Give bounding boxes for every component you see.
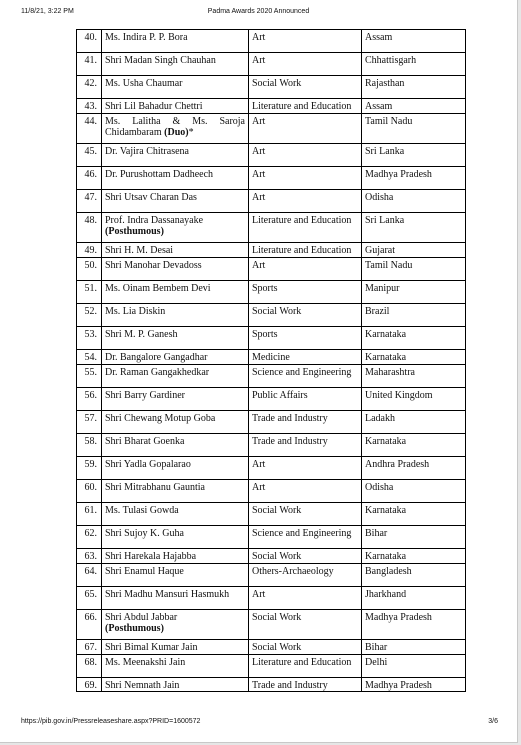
- row-number: 43.: [77, 99, 102, 114]
- award-field: Art: [249, 190, 362, 213]
- row-number: 65.: [77, 587, 102, 610]
- awardee-state: Delhi: [362, 655, 466, 678]
- awardee-name: Ms. Meenakshi Jain: [102, 655, 249, 678]
- awardee-name: Dr. Raman Gangakhedkar: [102, 365, 249, 388]
- row-number: 57.: [77, 411, 102, 434]
- row-number: 40.: [77, 30, 102, 53]
- awardee-state: Madhya Pradesh: [362, 678, 466, 692]
- awardee-name: Ms. Tulasi Gowda: [102, 503, 249, 526]
- table-row: [77, 281, 466, 304]
- table-row: [77, 30, 466, 53]
- award-field: Social Work: [249, 304, 362, 327]
- row-number: 47.: [77, 190, 102, 213]
- table-row: [77, 503, 466, 526]
- row-number: 41.: [77, 53, 102, 76]
- table-row: [77, 213, 466, 243]
- awardee-state: Assam: [362, 30, 466, 53]
- award-field: Social Work: [249, 610, 362, 640]
- awardee-name: Ms. Usha Chaumar: [102, 76, 249, 99]
- row-number: 64.: [77, 564, 102, 587]
- awardee-state: Rajasthan: [362, 76, 466, 99]
- award-field: Trade and Industry: [249, 678, 362, 692]
- row-number: 61.: [77, 503, 102, 526]
- awardee-name: Shri Enamul Haque: [102, 564, 249, 587]
- awardee-state: Bihar: [362, 526, 466, 549]
- awardee-name: Shri Madhu Mansuri Hasmukh: [102, 587, 249, 610]
- awardee-name: Shri Harekala Hajabba: [102, 549, 249, 564]
- table-row: [77, 114, 466, 144]
- awardee-name: Shri Mitrabhanu Gauntia: [102, 480, 249, 503]
- row-number: 66.: [77, 610, 102, 640]
- awardee-name: Dr. Purushottam Dadheech: [102, 167, 249, 190]
- award-field: Sports: [249, 327, 362, 350]
- award-field: Social Work: [249, 549, 362, 564]
- row-number: 69.: [77, 678, 102, 692]
- row-number: 44.: [77, 114, 102, 144]
- awardee-state: Madhya Pradesh: [362, 610, 466, 640]
- award-field: Art: [249, 587, 362, 610]
- awardee-name: Shri H. M. Desai: [102, 243, 249, 258]
- awardee-state: Maharashtra: [362, 365, 466, 388]
- awardee-state: Sri Lanka: [362, 144, 466, 167]
- awardee-state: Karnataka: [362, 434, 466, 457]
- awardee-name: [102, 610, 249, 640]
- table-row: [77, 365, 466, 388]
- awardee-state: Andhra Pradesh: [362, 457, 466, 480]
- table-row: [77, 480, 466, 503]
- award-field: Literature and Education: [249, 99, 362, 114]
- table-row: [77, 526, 466, 549]
- table-row: [77, 243, 466, 258]
- row-number: 59.: [77, 457, 102, 480]
- awardee-state: Odisha: [362, 190, 466, 213]
- awardee-name: Shri Bharat Goenka: [102, 434, 249, 457]
- awardee-name: [102, 114, 249, 144]
- award-field: Trade and Industry: [249, 411, 362, 434]
- row-number: 50.: [77, 258, 102, 281]
- award-field: Art: [249, 53, 362, 76]
- table-row: [77, 434, 466, 457]
- awardee-state: Brazil: [362, 304, 466, 327]
- row-number: 45.: [77, 144, 102, 167]
- print-datetime: 11/8/21, 3:22 PM: [21, 8, 74, 15]
- award-field: Science and Engineering: [249, 365, 362, 388]
- awardee-state: Bihar: [362, 640, 466, 655]
- table-row: [77, 167, 466, 190]
- awardee-state: Karnataka: [362, 350, 466, 365]
- awardee-name: Shri Lil Bahadur Chettri: [102, 99, 249, 114]
- award-field: Science and Engineering: [249, 526, 362, 549]
- table-row: [77, 144, 466, 167]
- awardee-state: United Kingdom: [362, 388, 466, 411]
- row-number: 67.: [77, 640, 102, 655]
- row-number: 68.: [77, 655, 102, 678]
- awardee-name: Shri Sujoy K. Guha: [102, 526, 249, 549]
- awardee-name: Shri Madan Singh Chauhan: [102, 53, 249, 76]
- table-row: [77, 388, 466, 411]
- awardee-state: Karnataka: [362, 503, 466, 526]
- awardee-state: Odisha: [362, 480, 466, 503]
- awardee-name: Shri M. P. Ganesh: [102, 327, 249, 350]
- row-number: 56.: [77, 388, 102, 411]
- table-row: [77, 457, 466, 480]
- table-row: [77, 327, 466, 350]
- table-row: [77, 655, 466, 678]
- awardee-name-text: Shri Abdul Jabbar: [105, 612, 178, 623]
- award-field: Trade and Industry: [249, 434, 362, 457]
- table-row: [77, 99, 466, 114]
- award-field: Social Work: [249, 76, 362, 99]
- row-number: 55.: [77, 365, 102, 388]
- awardee-name: Ms. Oinam Bembem Devi: [102, 281, 249, 304]
- awards-table: [76, 29, 466, 692]
- page-url: https://pib.gov.in/Pressreleaseshare.aspx?PRID=1600572: [21, 718, 201, 725]
- awardee-name: Ms. Indira P. P. Bora: [102, 30, 249, 53]
- award-field: Literature and Education: [249, 213, 362, 243]
- award-field: Art: [249, 114, 362, 144]
- awardee-state: Gujarat: [362, 243, 466, 258]
- awardee-state: Manipur: [362, 281, 466, 304]
- awardee-state: Madhya Pradesh: [362, 167, 466, 190]
- table-row: [77, 640, 466, 655]
- award-field: Social Work: [249, 640, 362, 655]
- awardee-state: Assam: [362, 99, 466, 114]
- row-number: 46.: [77, 167, 102, 190]
- awardee-state: Karnataka: [362, 327, 466, 350]
- page-number: 3/6: [488, 718, 498, 725]
- award-field: Art: [249, 144, 362, 167]
- table-row: [77, 564, 466, 587]
- award-field: Art: [249, 480, 362, 503]
- awardee-state: Tamil Nadu: [362, 258, 466, 281]
- awardee-name: Dr. Bangalore Gangadhar: [102, 350, 249, 365]
- awardee-name: [102, 213, 249, 243]
- awardee-name: Shri Yadla Gopalarao: [102, 457, 249, 480]
- row-number: 52.: [77, 304, 102, 327]
- row-number: 48.: [77, 213, 102, 243]
- awardee-name: Ms. Lia Diskin: [102, 304, 249, 327]
- duo-note: (Duo): [164, 127, 189, 138]
- table-row: [77, 258, 466, 281]
- page-title: Padma Awards 2020 Announced: [207, 8, 310, 15]
- awardee-name: Shri Bimal Kumar Jain: [102, 640, 249, 655]
- row-number: 49.: [77, 243, 102, 258]
- table-row: [77, 304, 466, 327]
- awardee-state: Bangladesh: [362, 564, 466, 587]
- row-number: 58.: [77, 434, 102, 457]
- table-row: [77, 76, 466, 99]
- table-row: [77, 53, 466, 76]
- posthumous-note: (Posthumous): [105, 226, 164, 237]
- row-number: 63.: [77, 549, 102, 564]
- table-row: [77, 190, 466, 213]
- award-field: Public Affairs: [249, 388, 362, 411]
- award-field: Art: [249, 457, 362, 480]
- awardee-name: Shri Nemnath Jain: [102, 678, 249, 692]
- award-field: Sports: [249, 281, 362, 304]
- awardee-name: Shri Chewang Motup Goba: [102, 411, 249, 434]
- award-field: Medicine: [249, 350, 362, 365]
- award-field: Art: [249, 30, 362, 53]
- award-field: Art: [249, 258, 362, 281]
- awardee-state: Karnataka: [362, 549, 466, 564]
- table-row: [77, 549, 466, 564]
- awardee-name: Shri Barry Gardiner: [102, 388, 249, 411]
- table-row: [77, 678, 466, 692]
- row-number: 53.: [77, 327, 102, 350]
- row-number: 62.: [77, 526, 102, 549]
- table-row: [77, 587, 466, 610]
- award-field: Others-Archaeology: [249, 564, 362, 587]
- posthumous-note: (Posthumous): [105, 623, 164, 634]
- awardee-name: Shri Utsav Charan Das: [102, 190, 249, 213]
- awardee-name-text: Prof. Indra Dassanayake: [105, 215, 204, 226]
- table-row: [77, 610, 466, 640]
- awardee-name-text: Ms. Lalitha & Ms. Saroja Chidambaram: [105, 116, 245, 138]
- award-field: Art: [249, 167, 362, 190]
- awardee-state: Sri Lanka: [362, 213, 466, 243]
- table-row: [77, 411, 466, 434]
- row-number: 51.: [77, 281, 102, 304]
- awardee-name: Dr. Vajira Chitrasena: [102, 144, 249, 167]
- row-number: 54.: [77, 350, 102, 365]
- awards-table-body: [77, 30, 466, 692]
- awardee-state: Tamil Nadu: [362, 114, 466, 144]
- row-number: 60.: [77, 480, 102, 503]
- award-field: Literature and Education: [249, 243, 362, 258]
- award-field: Social Work: [249, 503, 362, 526]
- table-row: [77, 350, 466, 365]
- awardee-state: Chhattisgarh: [362, 53, 466, 76]
- awardee-state: Jharkhand: [362, 587, 466, 610]
- award-field: Literature and Education: [249, 655, 362, 678]
- footnote-mark: *: [188, 127, 194, 138]
- awardee-name: Shri Manohar Devadoss: [102, 258, 249, 281]
- row-number: 42.: [77, 76, 102, 99]
- awardee-state: Ladakh: [362, 411, 466, 434]
